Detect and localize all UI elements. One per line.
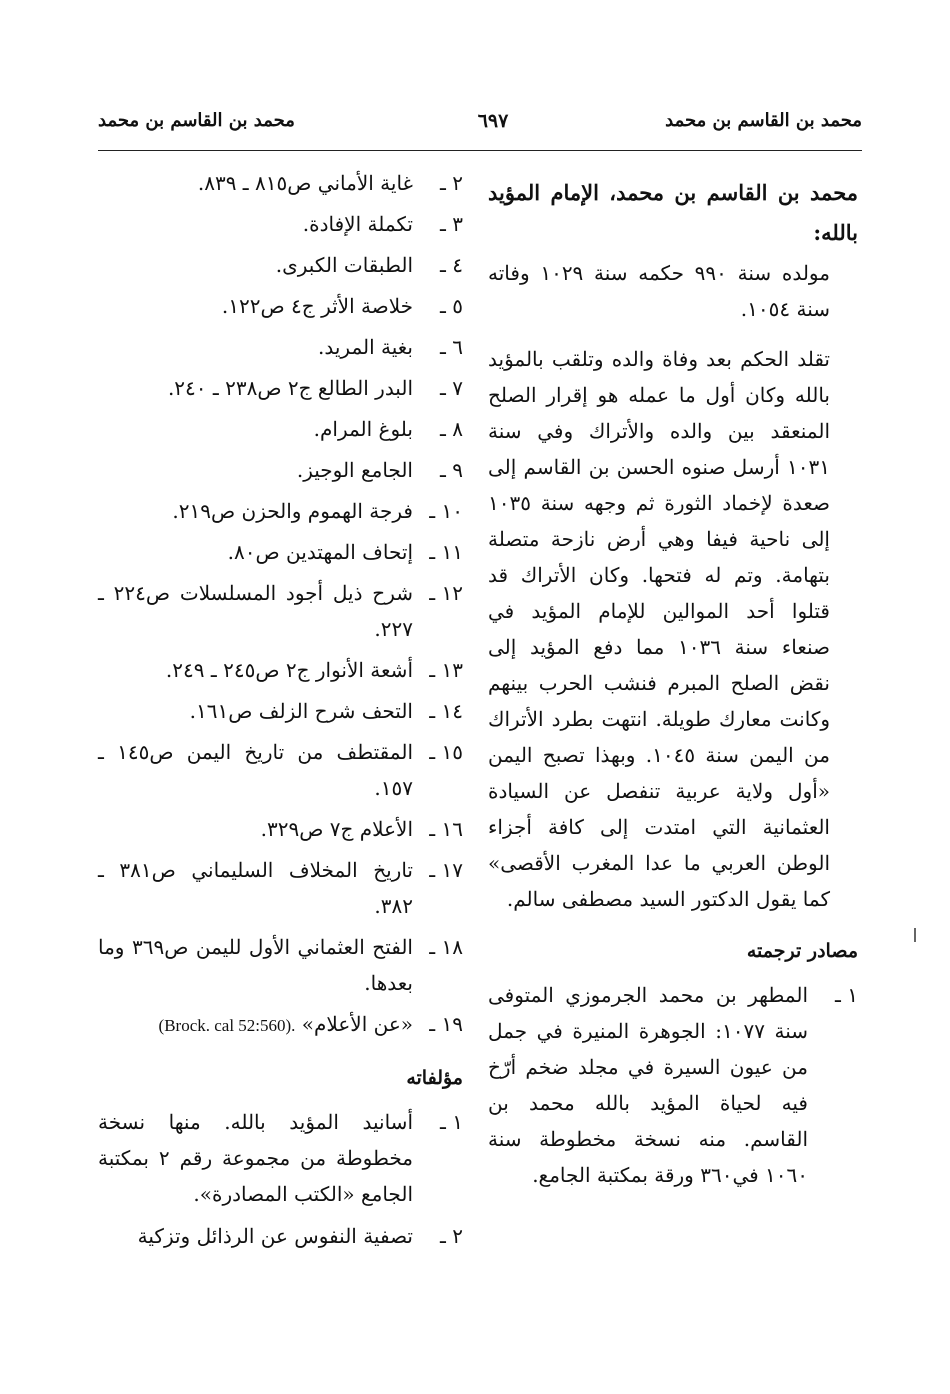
- entry-dates: مولده سنة ٩٩٠ حكمه سنة ١٠٢٩ وفاته سنة ١٠٥٤.: [488, 261, 830, 321]
- source-text: التحف شرح الزلف ص١٦١.: [189, 699, 413, 723]
- work-number: ١ ـ: [440, 1110, 463, 1134]
- work-item: [98, 1218, 463, 1254]
- source-item: [98, 652, 463, 688]
- running-header: [98, 110, 862, 144]
- source-number: ١٠ ـ: [429, 499, 463, 523]
- source-number: ١٩ ـ: [429, 1012, 463, 1036]
- source-text: الأعلام ج٧ ص٣٢٩.: [260, 817, 413, 841]
- source-text: بغية المريد.: [318, 335, 413, 359]
- source-item: [488, 977, 858, 1193]
- source-text: تكملة الإفادة.: [302, 212, 413, 236]
- source-number: ٦ ـ: [440, 335, 463, 359]
- source-text: أشعة الأنوار ج٢ ص٢٤٥ ـ ٢٤٩.: [165, 658, 413, 682]
- source-number: ٧ ـ: [440, 376, 463, 400]
- source-text: غاية الأماني ص٨١٥ ـ ٨٣٩.: [197, 171, 413, 195]
- source-item: [98, 534, 463, 570]
- source-item: [98, 329, 463, 365]
- source-text: الطبقات الكبرى.: [275, 253, 413, 277]
- source-item: [98, 370, 463, 406]
- source-text: إتحاف المهتدين ص٨٠.: [227, 540, 413, 564]
- source-item: [98, 693, 463, 729]
- source-text: خلاصة الأثر ج٤ ص١٢٢.: [221, 294, 413, 318]
- source-item: [98, 288, 463, 324]
- source-item: [98, 734, 463, 806]
- source-text: البدر الطالع ج٢ ص٢٣٨ ـ ٢٤٠.: [167, 376, 413, 400]
- sources-heading: مصادر ترجمته: [746, 940, 858, 962]
- source-number: ١٣ ـ: [429, 658, 463, 682]
- source-number: ٢ ـ: [440, 171, 463, 195]
- work-number: ٢ ـ: [440, 1224, 463, 1248]
- work-item: [98, 1104, 463, 1212]
- works-heading: مؤلفاته: [406, 1067, 463, 1089]
- source-text: المقتطف من تاريخ اليمن ص١٤٥ ـ ١٥٧.: [98, 740, 414, 800]
- source-text: المطهر بن محمد الجرموزي المتوفى سنة ١٠٧٧: الجوهرة المنيرة في جمل من عيون السيرة في مجلد ضخم أرّخ فيه لحياة المؤيد بالله محمد بن القاسم. منه نسخة مخطوطة سنة ١٠٦٠ في٣٦٠ ورقة بمكتبة الجامع.: [488, 983, 808, 1187]
- source-text: بلوغ المرام.: [313, 417, 413, 441]
- source-item: [98, 1006, 463, 1044]
- source-item: [98, 165, 463, 201]
- source-number: ١٤ ـ: [429, 699, 463, 723]
- work-text: أسانيد المؤيد بالله. منها نسخة مخطوطة من مجموعة رقم ٢ بمكتبة الجامع «الكتب المصادرة».: [98, 1110, 414, 1206]
- source-number: ١٦ ـ: [429, 817, 463, 841]
- source-number: ١٨ ـ: [429, 935, 463, 959]
- source-number: ١١ ـ: [429, 540, 463, 564]
- source-number: ٣ ـ: [440, 212, 463, 236]
- source-number: ٤ ـ: [440, 253, 463, 277]
- margin-mark: [914, 928, 916, 942]
- source-number: ١٧ ـ: [429, 858, 463, 882]
- source-item: [98, 411, 463, 447]
- source-item: [98, 929, 463, 1001]
- source-number: ١ ـ: [835, 983, 858, 1007]
- running-head-right: محمد بن القاسم بن محمد: [665, 110, 862, 131]
- running-head-left: محمد بن القاسم بن محمد: [98, 110, 295, 131]
- source-number: ٨ ـ: [440, 417, 463, 441]
- sources-list-continued: [98, 165, 463, 1044]
- entry-title: محمد بن القاسم بن محمد، الإمام المؤيد بالله:: [488, 180, 858, 245]
- source-text: فرجة الهموم والحزن ص٢١٩.: [172, 499, 413, 523]
- entry-biography: تقلد الحكم بعد وفاة والده وتلقب بالمؤيد بالله وكان أول ما عمله هو إقرار الصلح المنعقد بين والده والأتراك وفي سنة ١٠٣١ أرسل صنوه الحسن بن القاسم إلى صعدة لإخماد الثورة ثم وجهه سنة ١٠٣٥ إلى ناحية فيفا وهي أرض نازحة متصلة بتهامة. وتم له فتحها. وكان الأتراك قد قتلوا أحد الموالين للإمام المؤيد في صنعاء سنة ١٠٣٦ مما دفع المؤيد إلى نقض الصلح المبرم فنشب الحرب بينهم وكانت معارك طويلة. انتهت بطرد الأتراك من اليمن سنة ١٠٤٥. وبهذا تصبح اليمن «أول ولاية عربية تنفصل عن السيادة العثمانية التي امتدت إلى كافة أجزاء الوطن العربي ما عدا المغرب الأقصى» كما يقول الدكتور السيد مصطفى سالم.: [488, 347, 830, 911]
- work-text: تصفية النفوس عن الرذائل وتزكية: [137, 1224, 413, 1248]
- source-item: [98, 852, 463, 924]
- source-item: [98, 452, 463, 488]
- source-item: [98, 247, 463, 283]
- source-text: الجامع الوجيز.: [296, 458, 413, 482]
- source-text: الفتح العثماني الأول لليمن ص٣٦٩ وما بعدها.: [98, 935, 413, 995]
- source-item: [98, 206, 463, 242]
- left-column: [98, 165, 463, 1260]
- source-item: [98, 811, 463, 847]
- source-text-arabic: «عن الأعلام»: [301, 1012, 413, 1036]
- source-number: ١٢ ـ: [429, 581, 463, 605]
- source-item: [98, 493, 463, 529]
- header-rule: [98, 150, 862, 151]
- source-text: تاريخ المخلاف السليماني ص٣٨١ ـ ٣٨٢.: [98, 858, 413, 918]
- source-text-latin: (Brock. cal 52:560).: [158, 1016, 296, 1035]
- source-number: ١٥ ـ: [429, 740, 463, 764]
- page-number: ٦٩٧: [477, 110, 509, 132]
- source-text: شرح ذيل أجود المسلسلات ص٢٢٤ ـ ٢٢٧.: [98, 581, 413, 641]
- right-column: [488, 165, 858, 1199]
- source-number: ٥ ـ: [440, 294, 463, 318]
- source-number: ٩ ـ: [440, 458, 463, 482]
- source-text: [98, 1006, 413, 1044]
- source-item: [98, 575, 463, 647]
